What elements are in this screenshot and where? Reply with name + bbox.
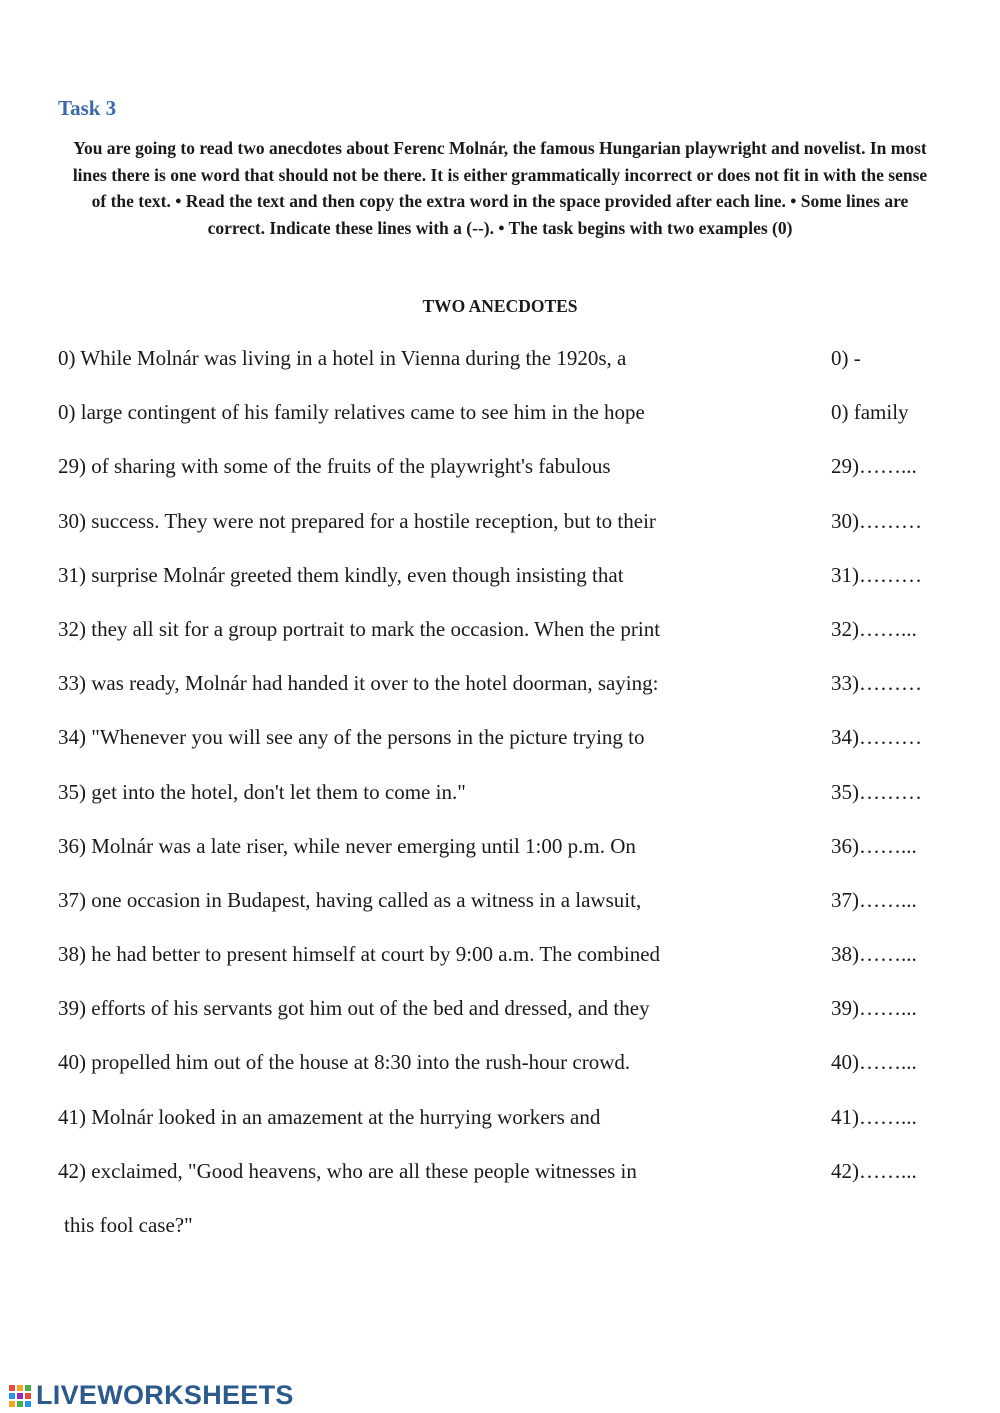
answer-blank[interactable]: 33)………	[831, 671, 922, 696]
line-text: 39) efforts of his servants got him out of the bed and dressed, and they	[58, 996, 650, 1021]
line-text: 35) get into the hotel, don't let them to come in."	[58, 779, 466, 804]
exercise-line	[0, 563, 1000, 617]
answer-blank[interactable]: 32)……...	[831, 616, 917, 641]
instructions-paragraph: You are going to read two anecdotes about Ferenc Molnár, the famous Hungarian playwright and novelist. In most lines there is one word that should not be there. It is either grammatically incorrect or does not fit in with the sense of the text. • Read the text and then copy the extra word in the space provided after each line. • Some lines are correct. Indicate these lines with a (--). • The task begins with two examples (0)	[72, 138, 928, 238]
exercise-line	[0, 671, 1000, 725]
exercise-line	[0, 780, 1000, 834]
exercise-line	[0, 1050, 1000, 1104]
exercise-line	[0, 834, 1000, 888]
liveworksheets-logo-icon	[8, 1382, 34, 1408]
exercise-line	[0, 888, 1000, 942]
answer-blank[interactable]: 0) family	[831, 400, 909, 425]
answer-blank[interactable]: 37)……...	[831, 887, 917, 912]
answer-blank[interactable]: 34)………	[831, 725, 922, 750]
line-text: 38) he had better to present himself at court by 9:00 a.m. The combined	[58, 942, 661, 967]
footer-logo[interactable]	[8, 1380, 294, 1410]
exercise-line	[0, 509, 1000, 563]
answer-blank[interactable]: 31)………	[831, 562, 922, 587]
exercise-line	[0, 725, 1000, 779]
line-text: 32) they all sit for a group portrait to mark the occasion. When the print	[58, 616, 661, 641]
answer-blank[interactable]: 29)……...	[831, 454, 917, 479]
answer-blank[interactable]: 42)……...	[831, 1158, 917, 1183]
exercise-line	[0, 617, 1000, 671]
exercise-line	[0, 346, 1000, 400]
exercise-lines	[0, 346, 1000, 1213]
section-heading: TWO ANECDOTES	[422, 296, 578, 316]
line-text: 36) Molnár was a late riser, while never emerging until 1:00 p.m. On	[58, 833, 636, 858]
exercise-line	[0, 400, 1000, 454]
task-title: Task 3	[58, 96, 117, 120]
exercise-line	[0, 996, 1000, 1050]
line-text: 37) one occasion in Budapest, having called as a witness in a lawsuit,	[58, 887, 642, 912]
line-text: 0) While Molnár was living in a hotel in Vienna during the 1920s, a	[58, 346, 627, 370]
line-text: 0) large contingent of his family relatives came to see him in the hope	[58, 400, 645, 425]
answer-blank[interactable]: 35)………	[831, 779, 922, 804]
line-text: 31) surprise Molnár greeted them kindly, even though insisting that	[58, 562, 624, 587]
answer-blank[interactable]: 39)……...	[831, 996, 917, 1021]
line-text: 42) exclaimed, "Good heavens, who are all these people witnesses in	[58, 1158, 637, 1183]
line-text: 29) of sharing with some of the fruits of the playwright's fabulous	[58, 454, 611, 479]
exercise-line	[0, 454, 1000, 508]
logo-text: LIVEWORKSHEETS	[36, 1379, 294, 1410]
answer-blank[interactable]: 40)……...	[831, 1050, 917, 1075]
line-text: 33) was ready, Molnár had handed it over to the hotel doorman, saying:	[58, 671, 659, 696]
line-text: 30) success. They were not prepared for a hostile reception, but to their	[58, 508, 656, 533]
line-text: 41) Molnár looked in an amazement at the hurrying workers and	[58, 1104, 601, 1129]
answer-blank[interactable]: 41)……...	[831, 1104, 917, 1129]
line-text: 40) propelled him out of the house at 8:30 into the rush-hour crowd.	[58, 1050, 631, 1075]
answer-blank[interactable]: 36)……...	[831, 833, 917, 858]
line-text: 34) "Whenever you will see any of the persons in the picture trying to	[58, 725, 645, 750]
exercise-line	[0, 1105, 1000, 1159]
exercise-line	[0, 1159, 1000, 1213]
answer-blank[interactable]: 30)………	[831, 508, 922, 533]
answer-blank[interactable]: 38)……...	[831, 942, 917, 967]
exercise-line	[0, 942, 1000, 996]
closing-line: this fool case?"	[64, 1213, 193, 1237]
answer-blank[interactable]: 0) -	[831, 346, 861, 370]
